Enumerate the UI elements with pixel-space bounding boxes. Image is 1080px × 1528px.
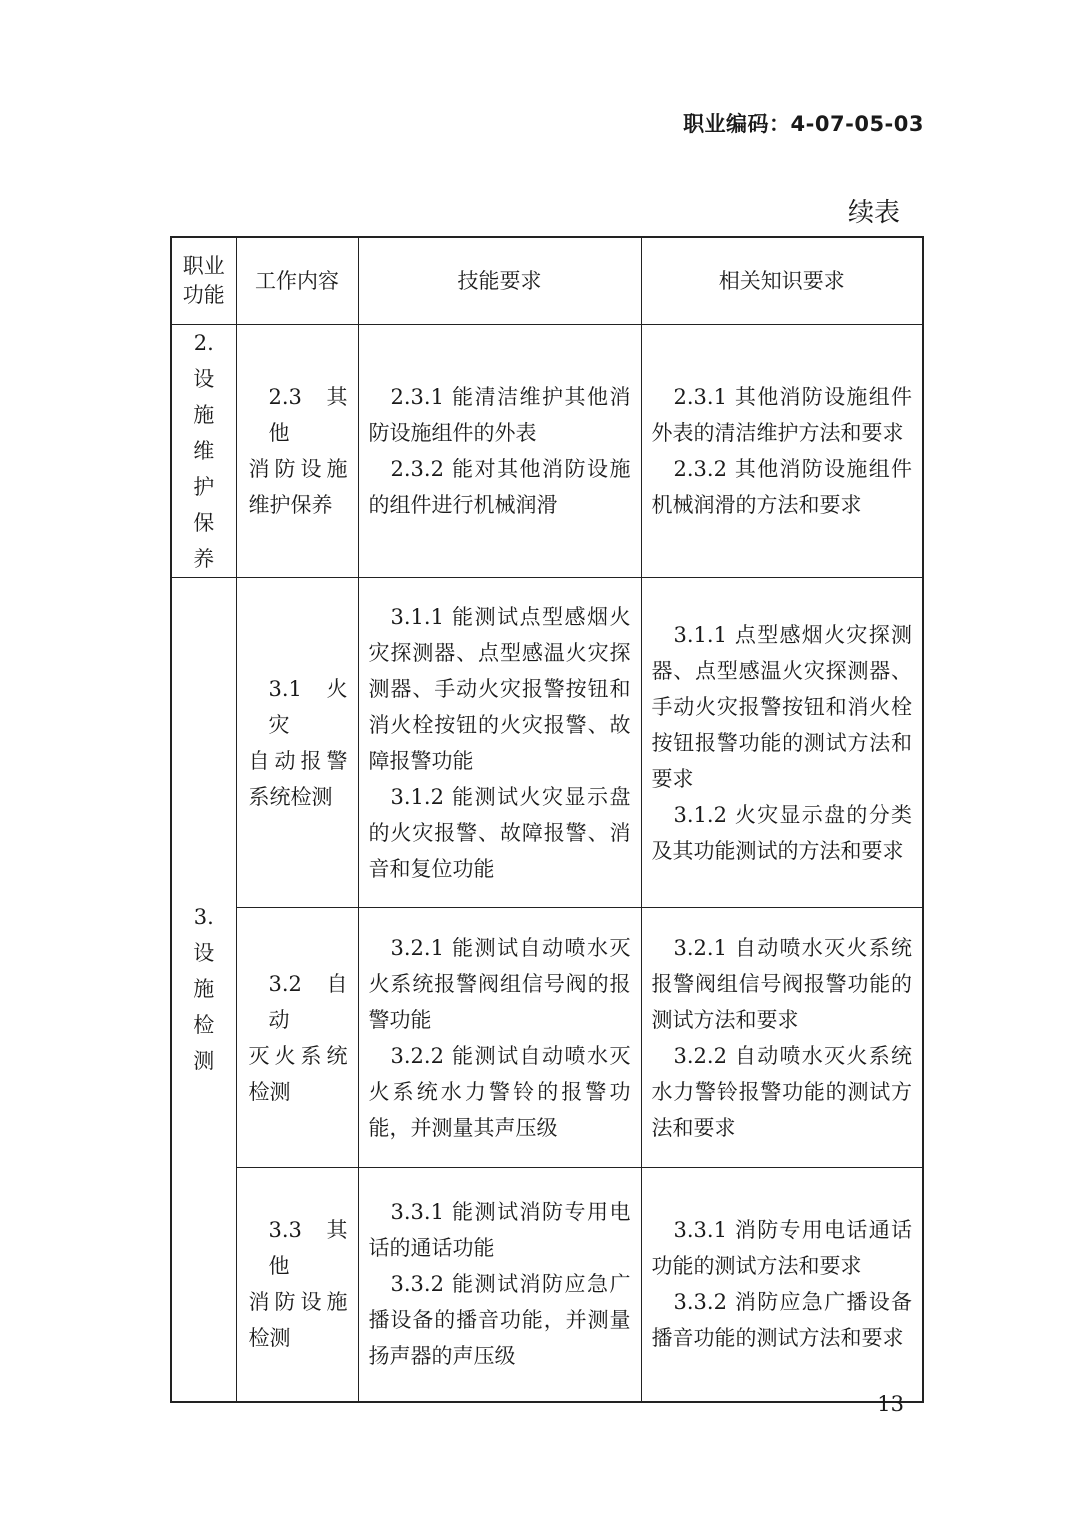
- skill-requirements-cell: [358, 325, 641, 578]
- function-char: 检: [193, 1013, 215, 1038]
- work-content-line: 消防设施: [248, 457, 348, 481]
- table-row: [171, 1168, 923, 1402]
- header-knowledge-requirements: 相关知识要求: [641, 237, 923, 325]
- table-row: [171, 908, 923, 1168]
- continued-table-label: 续表: [847, 198, 900, 228]
- skill-item: 2.3.1 能清洁维护其他消防设施组件的外表: [368, 385, 631, 445]
- function-char: 设: [193, 941, 215, 966]
- knowledge-item: 2.3.1 其他消防设施组件外表的清洁维护方法和要求: [651, 385, 912, 445]
- page-number: 13: [877, 1392, 904, 1416]
- work-content-line: 系统检测: [248, 784, 333, 809]
- occupation-code: 职业编码：4-07-05-03: [683, 112, 924, 136]
- knowledge-item: 3.2.1 自动喷水灭火系统报警阀组信号阀报警功能的测试方法和要求: [651, 935, 912, 1032]
- skill-item: 2.3.2 能对其他消防设施的组件进行机械润滑: [368, 457, 631, 517]
- header-skill-requirements: 技能要求: [358, 237, 641, 325]
- function-char: 3.: [193, 905, 214, 930]
- table-header-row: [171, 237, 923, 325]
- skill-requirements-cell: [358, 578, 641, 908]
- work-content-line: 维护保养: [248, 493, 333, 517]
- function-char: 设: [193, 367, 215, 391]
- skills-table: [170, 236, 924, 1403]
- work-content-cell: [236, 908, 358, 1168]
- knowledge-requirements-cell: [641, 578, 923, 908]
- work-content-line: 检测: [248, 1079, 291, 1104]
- knowledge-item: 3.2.2 自动喷水灭火系统水力警铃报警功能的测试方法和要求: [651, 1043, 912, 1140]
- function-char: 施: [193, 403, 215, 427]
- knowledge-requirements-cell: [641, 1168, 923, 1402]
- header-function: [171, 237, 236, 325]
- knowledge-item: 3.3.1 消防专用电话通话功能的测试方法和要求: [651, 1218, 912, 1279]
- knowledge-requirements-cell: [641, 908, 923, 1168]
- header-function-line2: 功能: [182, 283, 225, 307]
- work-content-cell: [236, 578, 358, 908]
- skill-item: 3.1.1 能测试点型感烟火灾探测器、点型感温火灾探测器、手动火灾报警按钮和消火栓按钮的火灾报警、故障报警功能: [368, 604, 631, 773]
- skill-requirements-cell: [358, 908, 641, 1168]
- function-char: 养: [193, 547, 215, 571]
- function-cell: [171, 325, 236, 578]
- skill-requirements-cell: [358, 1168, 641, 1402]
- work-content-cell: [236, 1168, 358, 1402]
- knowledge-item: 2.3.2 其他消防设施组件机械润滑的方法和要求: [651, 457, 912, 517]
- work-content-cell: [236, 325, 358, 578]
- work-content-line: 2.3 其他: [268, 385, 348, 445]
- header-function-line1: 职业: [182, 254, 225, 278]
- work-content-line: 自动报警: [248, 748, 348, 773]
- work-content-line: 灭火系统: [248, 1043, 348, 1068]
- knowledge-item: 3.3.2 消防应急广播设备播音功能的测试方法和要求: [651, 1290, 912, 1351]
- function-char: 2.: [193, 331, 214, 355]
- table-row: [171, 325, 923, 578]
- skill-item: 3.2.2 能测试自动喷水灭火系统水力警铃的报警功能，并测量其声压级: [368, 1043, 631, 1140]
- work-content-line: 消防设施: [248, 1290, 348, 1315]
- function-char: 施: [193, 977, 215, 1002]
- work-content-line: 3.3 其他: [268, 1218, 348, 1279]
- work-content-line: 检测: [248, 1326, 291, 1351]
- skill-item: 3.3.2 能测试消防应急广播设备的播音功能，并测量扬声器的声压级: [368, 1272, 631, 1369]
- work-content-line: 3.2 自动: [268, 971, 348, 1032]
- knowledge-requirements-cell: [641, 325, 923, 578]
- table-row: [171, 578, 923, 908]
- work-content-line: 3.1 火灾: [268, 676, 348, 737]
- function-char: 护: [193, 475, 215, 499]
- function-cell: [171, 578, 236, 1402]
- knowledge-item: 3.1.1 点型感烟火灾探测器、点型感温火灾探测器、手动火灾报警按钮和消火栓按钮报警功能的测试方法和要求: [651, 622, 912, 791]
- function-char: 测: [193, 1049, 215, 1074]
- function-char: 维: [193, 439, 215, 463]
- knowledge-item: 3.1.2 火灾显示盘的分类及其功能测试的方法和要求: [651, 802, 912, 863]
- skill-item: 3.1.2 能测试火灾显示盘的火灾报警、故障报警、消音和复位功能: [368, 784, 631, 881]
- header-work-content: 工作内容: [236, 237, 358, 325]
- skill-item: 3.3.1 能测试消防专用电话的通话功能: [368, 1200, 631, 1261]
- skill-item: 3.2.1 能测试自动喷水灭火系统报警阀组信号阀的报警功能: [368, 935, 631, 1032]
- function-char: 保: [193, 511, 215, 535]
